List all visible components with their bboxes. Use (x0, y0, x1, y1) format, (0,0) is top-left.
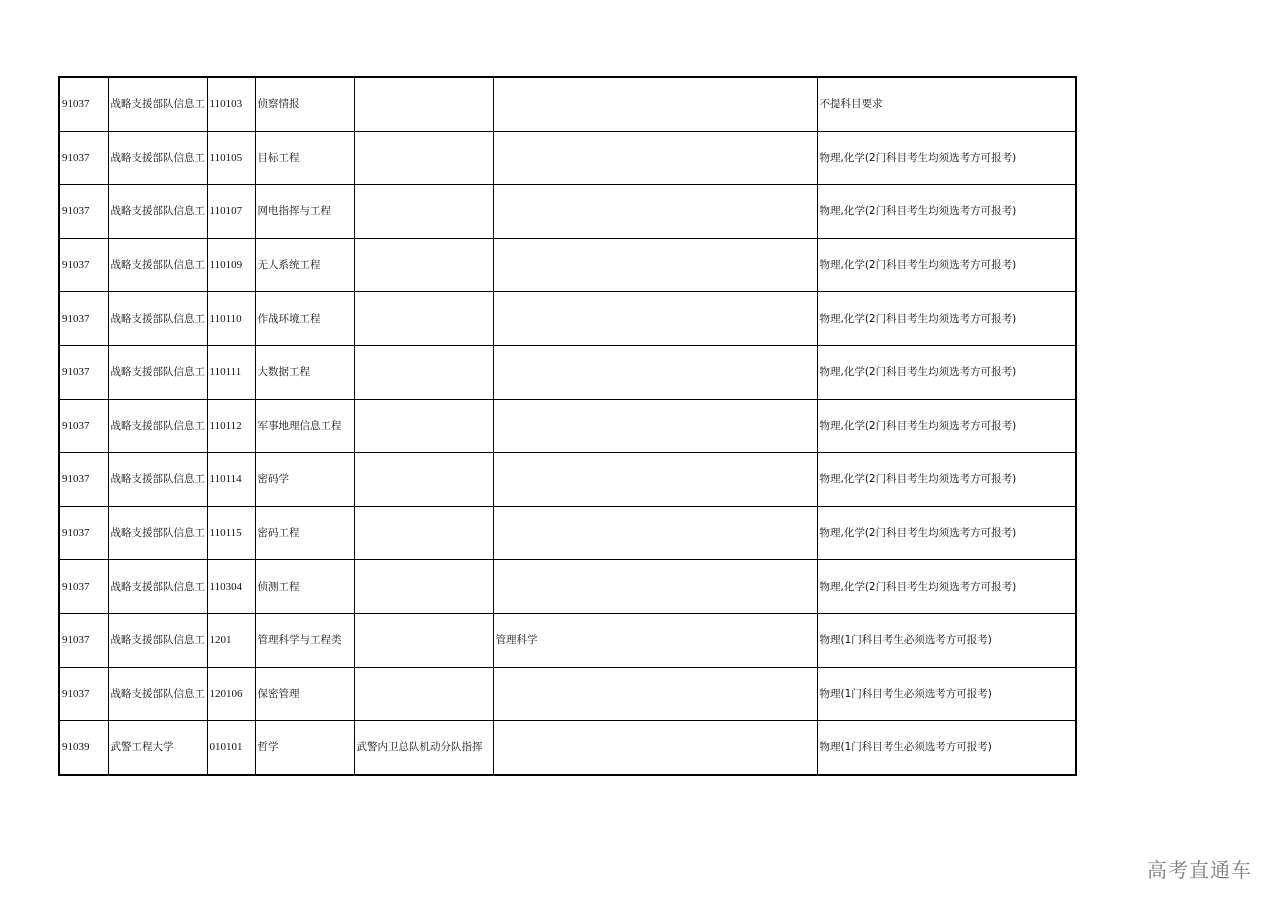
cell-major-name: 目标工程 (255, 131, 354, 185)
cell-subject-requirement: 物理,化学(2门科目考生均须选考方可报考) (817, 560, 1076, 614)
cell-major-code: 110103 (207, 77, 255, 131)
cell-school-name: 战略支援部队信息工 (108, 131, 207, 185)
cell-subject-requirement: 不提科目要求 (817, 77, 1076, 131)
cell-major-note (354, 453, 493, 507)
table-row (59, 506, 1076, 560)
cell-subject-requirement: 物理(1门科目考生必须选考方可报考) (817, 613, 1076, 667)
cell-major-note: 武警内卫总队机动分队指挥 (354, 721, 493, 775)
cell-major-code: 110107 (207, 185, 255, 239)
cell-school-code: 91037 (59, 613, 108, 667)
cell-school-code: 91037 (59, 453, 108, 507)
cell-major-category (493, 292, 817, 346)
cell-major-name: 网电指挥与工程 (255, 185, 354, 239)
table-row (59, 77, 1076, 131)
cell-school-code: 91037 (59, 238, 108, 292)
cell-major-note (354, 345, 493, 399)
cell-school-name: 战略支援部队信息工 (108, 560, 207, 614)
cell-major-code: 120106 (207, 667, 255, 721)
cell-major-name: 作战环境工程 (255, 292, 354, 346)
cell-school-name: 战略支援部队信息工 (108, 399, 207, 453)
table-body (59, 77, 1076, 775)
table-row (59, 560, 1076, 614)
table-row (59, 131, 1076, 185)
cell-major-code: 110109 (207, 238, 255, 292)
cell-subject-requirement: 物理(1门科目考生必须选考方可报考) (817, 667, 1076, 721)
cell-school-code: 91037 (59, 77, 108, 131)
cell-school-code: 91037 (59, 506, 108, 560)
cell-school-code: 91037 (59, 131, 108, 185)
cell-major-category (493, 560, 817, 614)
cell-major-name: 密码学 (255, 453, 354, 507)
cell-school-code: 91037 (59, 292, 108, 346)
table-row (59, 238, 1076, 292)
table-row (59, 345, 1076, 399)
cell-major-category (493, 77, 817, 131)
cell-major-note (354, 238, 493, 292)
cell-subject-requirement: 物理,化学(2门科目考生均须选考方可报考) (817, 131, 1076, 185)
cell-subject-requirement: 物理,化学(2门科目考生均须选考方可报考) (817, 185, 1076, 239)
cell-school-name: 战略支援部队信息工 (108, 77, 207, 131)
cell-school-code: 91037 (59, 560, 108, 614)
cell-major-name: 哲学 (255, 721, 354, 775)
cell-major-code: 110304 (207, 560, 255, 614)
table-row (59, 292, 1076, 346)
cell-school-name: 战略支援部队信息工 (108, 185, 207, 239)
cell-major-code: 1201 (207, 613, 255, 667)
cell-school-name: 战略支援部队信息工 (108, 238, 207, 292)
cell-major-name: 保密管理 (255, 667, 354, 721)
cell-subject-requirement: 物理,化学(2门科目考生均须选考方可报考) (817, 453, 1076, 507)
cell-major-category (493, 453, 817, 507)
cell-school-code: 91037 (59, 185, 108, 239)
cell-major-category (493, 721, 817, 775)
cell-subject-requirement: 物理(1门科目考生必须选考方可报考) (817, 721, 1076, 775)
cell-major-note (354, 292, 493, 346)
table-row (59, 453, 1076, 507)
table-row (59, 185, 1076, 239)
cell-major-note (354, 185, 493, 239)
watermark-text: 高考直通车 (1147, 858, 1252, 882)
cell-major-name: 密码工程 (255, 506, 354, 560)
cell-subject-requirement: 物理,化学(2门科目考生均须选考方可报考) (817, 345, 1076, 399)
cell-major-category (493, 506, 817, 560)
cell-major-category (493, 131, 817, 185)
cell-school-name: 战略支援部队信息工 (108, 292, 207, 346)
cell-major-note (354, 77, 493, 131)
cell-major-category (493, 667, 817, 721)
cell-school-name: 战略支援部队信息工 (108, 613, 207, 667)
table-row (59, 667, 1076, 721)
cell-school-code: 91037 (59, 345, 108, 399)
cell-major-code: 110111 (207, 345, 255, 399)
admission-table (58, 76, 1077, 776)
cell-school-name: 武警工程大学 (108, 721, 207, 775)
cell-major-category (493, 185, 817, 239)
cell-subject-requirement: 物理,化学(2门科目考生均须选考方可报考) (817, 399, 1076, 453)
table-row (59, 399, 1076, 453)
table-row (59, 721, 1076, 775)
cell-major-name: 军事地理信息工程 (255, 399, 354, 453)
cell-major-note (354, 131, 493, 185)
cell-major-name: 无人系统工程 (255, 238, 354, 292)
cell-major-note (354, 399, 493, 453)
cell-major-code: 110112 (207, 399, 255, 453)
cell-school-code: 91039 (59, 721, 108, 775)
cell-subject-requirement: 物理,化学(2门科目考生均须选考方可报考) (817, 506, 1076, 560)
cell-major-note (354, 667, 493, 721)
cell-major-category (493, 238, 817, 292)
cell-school-code: 91037 (59, 399, 108, 453)
cell-major-code: 110105 (207, 131, 255, 185)
cell-major-note (354, 506, 493, 560)
cell-major-note (354, 560, 493, 614)
cell-major-code: 110115 (207, 506, 255, 560)
cell-major-code: 110114 (207, 453, 255, 507)
cell-school-name: 战略支援部队信息工 (108, 453, 207, 507)
cell-major-code: 110110 (207, 292, 255, 346)
cell-school-name: 战略支援部队信息工 (108, 345, 207, 399)
cell-major-name: 管理科学与工程类 (255, 613, 354, 667)
cell-major-category: 管理科学 (493, 613, 817, 667)
cell-school-code: 91037 (59, 667, 108, 721)
cell-major-name: 侦测工程 (255, 560, 354, 614)
table-row (59, 613, 1076, 667)
cell-school-name: 战略支援部队信息工 (108, 667, 207, 721)
cell-major-note (354, 613, 493, 667)
cell-school-name: 战略支援部队信息工 (108, 506, 207, 560)
cell-major-code: 010101 (207, 721, 255, 775)
cell-major-category (493, 345, 817, 399)
cell-subject-requirement: 物理,化学(2门科目考生均须选考方可报考) (817, 238, 1076, 292)
cell-major-name: 大数据工程 (255, 345, 354, 399)
cell-major-category (493, 399, 817, 453)
cell-major-name: 侦察情报 (255, 77, 354, 131)
cell-subject-requirement: 物理,化学(2门科目考生均须选考方可报考) (817, 292, 1076, 346)
